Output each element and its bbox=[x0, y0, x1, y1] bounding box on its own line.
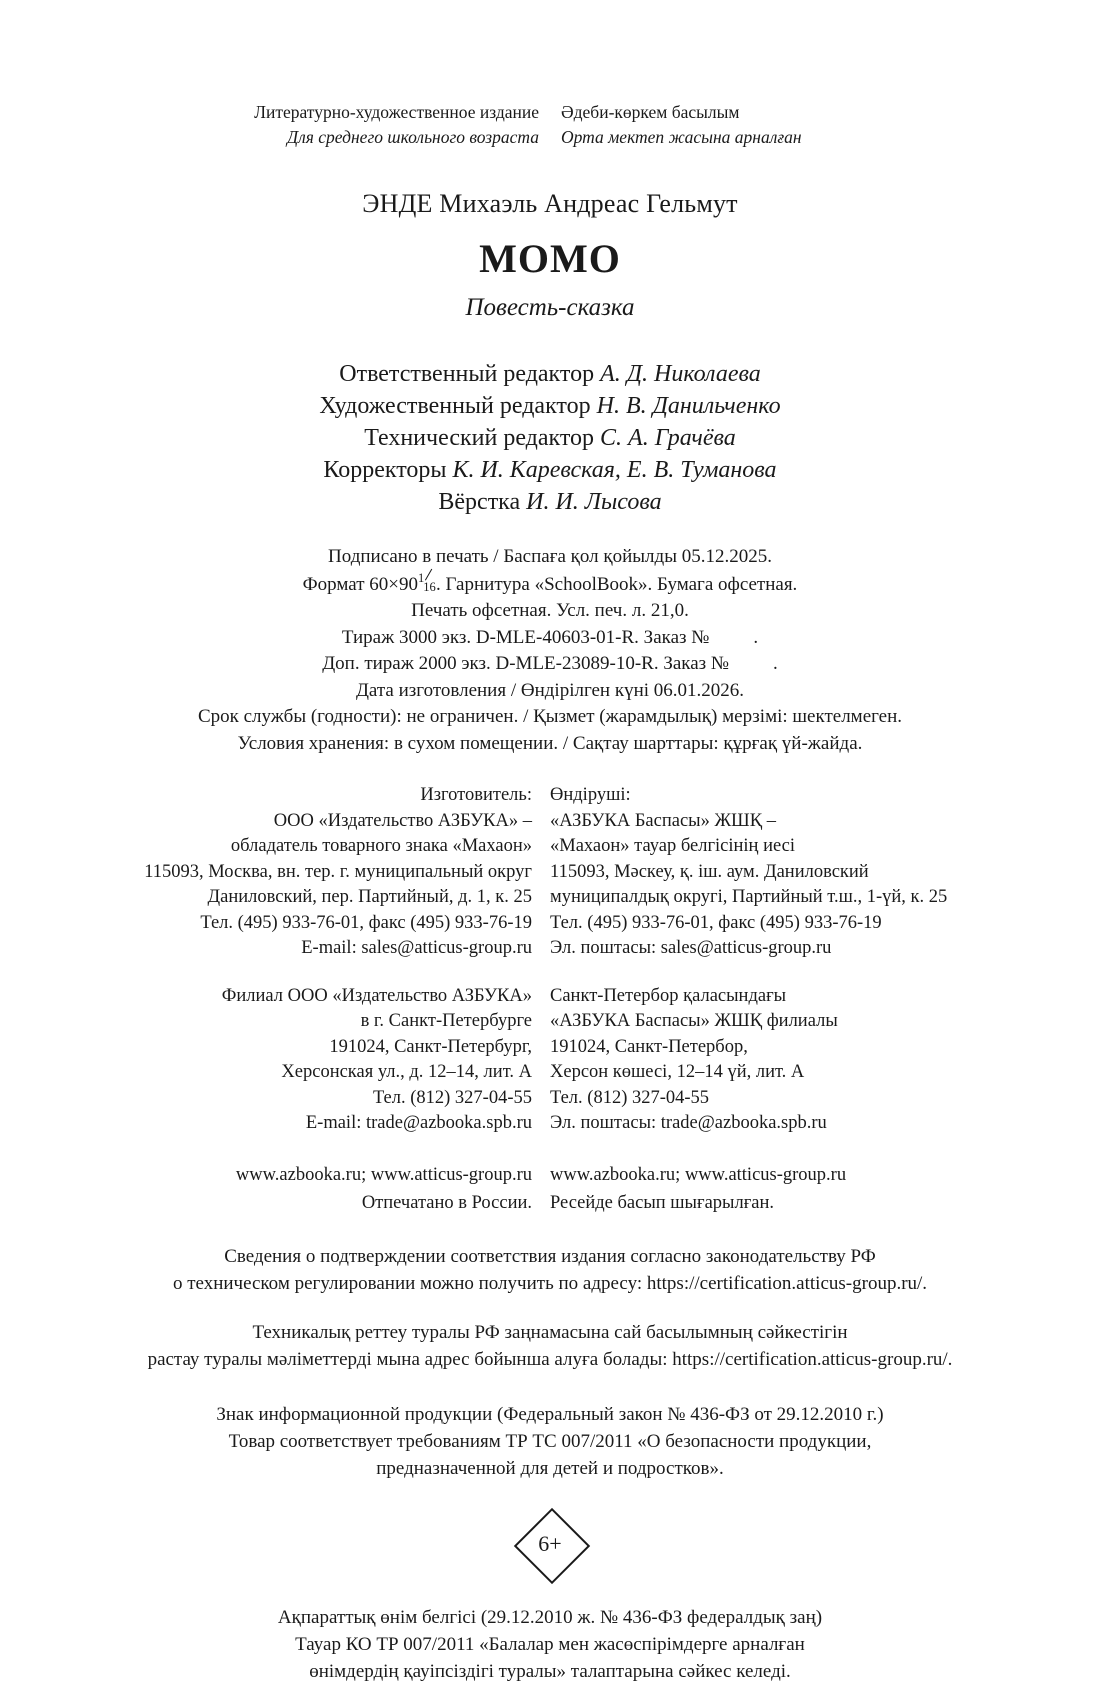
info-sign-line: Знак информационной продукции (Федеральный закон № 436-ФЗ от 29.12.2010 г.) bbox=[216, 1403, 884, 1425]
branch-ru-line: Филиал ООО «Издательство АЗБУКА» bbox=[221, 985, 532, 1006]
certification-kz-line: Техникалық реттеу туралы РФ заңнамасына сай басылымның сәйкестігін bbox=[252, 1321, 848, 1343]
certification-ru-line: Сведения о подтверждении соответствия издания согласно законодательству РФ bbox=[224, 1245, 876, 1267]
credit-role: Ответственный редактор bbox=[339, 361, 601, 387]
imprint-header-ru-line-1: Литературно-художественное издание bbox=[254, 102, 539, 122]
credit-row bbox=[0, 486, 1100, 518]
print-run-line-1 bbox=[0, 625, 1100, 652]
credit-role: Корректоры bbox=[323, 457, 453, 483]
age-badge-wrap bbox=[0, 1508, 1100, 1580]
credit-name: К. И. Каревская, Е. В. Туманова bbox=[452, 457, 777, 483]
manufacturer-kz-line: 115093, Мәскеу, қ. іш. аум. Даниловский bbox=[550, 861, 869, 882]
imprint-header-ru-line-2: Для среднего школьного возраста bbox=[287, 127, 539, 147]
manufacturer-ru-line: обладатель товарного знака «Махаон» bbox=[230, 836, 532, 856]
age-rating-label: 6+ bbox=[538, 1530, 562, 1556]
credit-role: Технический редактор bbox=[364, 425, 601, 451]
manufacturer-kz-column bbox=[550, 783, 980, 962]
format-fraction bbox=[418, 571, 436, 595]
branch-kz-line: Санкт-Петербор қаласындағы bbox=[550, 985, 787, 1006]
certification-ru-line: о техническом регулировании можно получить по адресу: https://certification.atticus-group.ru/. bbox=[172, 1272, 928, 1294]
branch-kz-line: Херсон көшесі, 12–14 үй, лит. А bbox=[550, 1062, 805, 1082]
print-run-1-text: Тираж 3000 экз. D-MLE-40603-01-R. Заказ № bbox=[341, 626, 710, 648]
manufacturer-ru-line: ООО «Издательство АЗБУКА» – bbox=[273, 810, 532, 831]
credit-role: Вёрстка bbox=[438, 489, 527, 515]
branch-kz-column bbox=[550, 984, 980, 1137]
branch-ru-line: 191024, Санкт-Петербург, bbox=[329, 1036, 532, 1057]
credits-block bbox=[0, 358, 1100, 518]
kz-footer-line: Ақпараттық өнім белгісі (29.12.2010 ж. № 436-ФЗ федералдық заң) bbox=[277, 1606, 823, 1628]
kz-footer-line: өнімдердің қауіпсіздігі туралы» талаптарына сәйкес келеді. bbox=[309, 1660, 791, 1682]
format-suffix: . Гарнитура «SchoolBook». Бумага офсетная. bbox=[436, 573, 798, 595]
print-run-1-dot: . bbox=[753, 626, 759, 648]
manufacturer-ru-line: Даниловский, пер. Партийный, д. 1, к. 25 bbox=[207, 887, 532, 907]
branch-ru-line: в г. Санкт-Петербурге bbox=[360, 1011, 532, 1031]
technical-data-block bbox=[0, 544, 1100, 757]
credit-row bbox=[0, 358, 1100, 390]
storage-conditions-line: Условия хранения: в сухом помещении. / Сақтау шарттары: құрғақ үй-жайда. bbox=[237, 732, 863, 754]
credit-name: Н. В. Данильченко bbox=[596, 393, 781, 419]
website-kz[interactable]: www.azbooka.ru; www.atticus-group.ru bbox=[550, 1164, 847, 1185]
format-line bbox=[0, 571, 1100, 599]
info-sign-block bbox=[0, 1401, 1100, 1482]
print-method-line: Печать офсетная. Усл. печ. л. 21,0. bbox=[411, 600, 689, 621]
certification-kz-line: растау туралы мәліметтерді мына адрес бойынша алуға болады: https://certification.atticus-group.ru/. bbox=[147, 1348, 953, 1370]
print-run-2-text: Доп. тираж 2000 экз. D-MLE-23089-10-R. Заказ № bbox=[322, 653, 730, 674]
info-sign-line: Товар соответствует требованиям ТР ТС 007/2011 «О безопасности продукции, bbox=[228, 1430, 872, 1452]
service-life-line: Срок службы (годности): не ограничен. / Қызмет (жарамдылық) мерзімі: шектелмеген. bbox=[197, 706, 903, 727]
credit-name: С. А. Грачёва bbox=[600, 425, 736, 451]
print-run-line-2 bbox=[0, 651, 1100, 678]
kz-footer-line: Тауар КО ТР 007/2011 «Балалар мен жасөспірімдерге арналған bbox=[295, 1633, 805, 1655]
book-subtitle: Повесть-сказка bbox=[465, 294, 635, 321]
credit-row bbox=[0, 454, 1100, 486]
author-name: ЭНДЕ Михаэль Андреас Гельмут bbox=[362, 189, 738, 218]
fraction-denominator: 16 bbox=[423, 580, 436, 595]
imprint-header-kz-line-1: Әдеби-көркем басылым bbox=[561, 102, 740, 122]
manufacturer-kz-email: Эл. поштасы: sales@atticus-group.ru bbox=[550, 938, 832, 958]
branch-kz-line: «АЗБУКА Баспасы» ЖШҚ филиалы bbox=[550, 1011, 838, 1031]
imprint-header bbox=[0, 100, 1100, 150]
printed-in-kz: Ресейде басып шығарылған. bbox=[550, 1192, 775, 1213]
manufacturer-kz-line: Тел. (495) 933-76-01, факс (495) 933-76-19 bbox=[550, 912, 882, 933]
branch-kz-email: Эл. поштасы: trade@azbooka.spb.ru bbox=[550, 1113, 827, 1133]
manufacturer-block bbox=[0, 783, 1100, 962]
imprint-header-ru-column bbox=[209, 100, 561, 150]
manufacture-date-line: Дата изготовления / Өндірілген күні 06.01.2026. bbox=[355, 679, 745, 701]
branch-ru-column bbox=[120, 984, 550, 1137]
credit-role: Художественный редактор bbox=[319, 393, 597, 419]
credit-name: И. И. Лысова bbox=[526, 489, 662, 515]
credit-name: А. Д. Николаева bbox=[600, 361, 761, 387]
printed-in-ru: Отпечатано в России. bbox=[361, 1192, 532, 1213]
print-run-2-dot: . bbox=[773, 653, 778, 674]
format-prefix: Формат 60×90 bbox=[302, 573, 418, 595]
age-rating-badge bbox=[514, 1508, 586, 1580]
manufacturer-kz-line: Өндіруші: bbox=[550, 785, 631, 805]
book-title: МОМО bbox=[479, 236, 621, 281]
manufacturer-ru-email: E-mail: sales@atticus-group.ru bbox=[301, 938, 532, 958]
certification-ru-block bbox=[0, 1243, 1100, 1297]
manufacturer-kz-line: муниципалдық округі, Партийный т.ш., 1-үй, к. 25 bbox=[550, 887, 948, 907]
branch-kz-line: 191024, Санкт-Петербор, bbox=[550, 1036, 748, 1057]
manufacturer-ru-column bbox=[120, 783, 550, 962]
branch-block bbox=[0, 984, 1100, 1137]
manufacturer-ru-line: 115093, Москва, вн. тер. г. муниципальный округ bbox=[144, 861, 532, 882]
kz-footer-block bbox=[0, 1604, 1100, 1685]
branch-ru-line: Херсонская ул., д. 12–14, лит. А bbox=[281, 1062, 532, 1082]
credit-row bbox=[0, 390, 1100, 422]
imprint-header-kz-line-2: Орта мектеп жасына арналған bbox=[561, 127, 802, 147]
branch-kz-line: Тел. (812) 327-04-55 bbox=[550, 1087, 710, 1108]
manufacturer-ru-line: Изготовитель: bbox=[420, 785, 532, 805]
manufacturer-kz-line: «АЗБУКА Баспасы» ЖШҚ – bbox=[550, 810, 776, 831]
website-kz-column bbox=[550, 1161, 980, 1217]
website-block bbox=[0, 1161, 1100, 1217]
manufacturer-ru-line: Тел. (495) 933-76-01, факс (495) 933-76-19 bbox=[200, 912, 532, 933]
credit-row bbox=[0, 422, 1100, 454]
branch-ru-line: Тел. (812) 327-04-55 bbox=[372, 1087, 532, 1108]
info-sign-line: предназначенной для детей и подростков». bbox=[376, 1457, 724, 1479]
manufacturer-kz-line: «Махаон» тауар белгісінің иесі bbox=[550, 836, 796, 856]
website-ru-column bbox=[120, 1161, 550, 1217]
fraction-numerator: 1 bbox=[418, 571, 425, 586]
signed-to-print-line: Подписано в печать / Баспаға қол қойылды 05.12.2025. bbox=[328, 546, 772, 567]
website-ru[interactable]: www.azbooka.ru; www.atticus-group.ru bbox=[235, 1164, 532, 1185]
imprint-header-kz-column bbox=[561, 100, 891, 150]
branch-ru-email: E-mail: trade@azbooka.spb.ru bbox=[305, 1113, 532, 1133]
certification-kz-block bbox=[0, 1319, 1100, 1373]
